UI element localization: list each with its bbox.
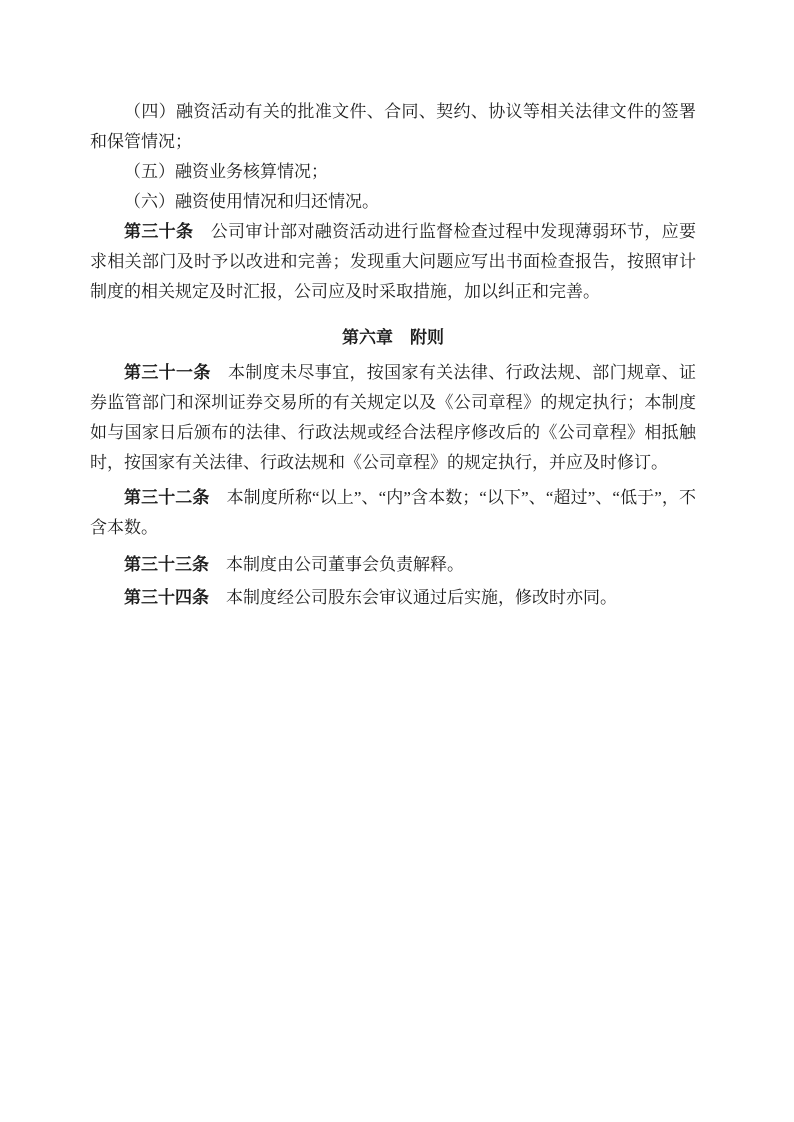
clause-item-5	[90, 157, 696, 187]
clause-item-4	[90, 97, 696, 157]
article-31	[90, 358, 696, 478]
clause-6-text: （六）融资使用情况和归还情况。	[124, 192, 379, 211]
article-32	[90, 483, 696, 543]
article-34	[90, 583, 696, 613]
article-31-text: 本制度未尽事宜，按国家有关法律、行政法规、部门规章、证券监管部门和深圳证券交易所的有关规定以及《公司章程》的规定执行；本制度如与国家日后颁布的法律、行政法规或经合法程序修改后的《公司章程》相抵触时，按国家有关法律、行政法规和《公司章程》的规定执行，并应及时修订。	[90, 363, 696, 472]
article-32-number: 第三十二条	[124, 488, 210, 507]
article-30	[90, 217, 696, 307]
clause-item-6	[90, 187, 696, 217]
article-34-number: 第三十四条	[124, 588, 209, 607]
clause-5-text: （五）融资业务核算情况；	[124, 162, 328, 181]
article-34-text: 本制度经公司股东会审议通过后实施，修改时亦同。	[209, 588, 617, 607]
document-content	[90, 97, 696, 613]
article-32-text: 本制度所称“以上”、“内”含本数；“以下”、“超过”、“低于”，不含本数。	[90, 488, 697, 537]
article-33-number: 第三十三条	[124, 555, 209, 574]
article-33	[90, 550, 696, 580]
article-30-text: 公司审计部对融资活动进行监督检查过程中发现薄弱环节，应要求相关部门及时予以改进和完善；发现重大问题应写出书面检查报告，按照审计制度的相关规定及时汇报，公司应及时采取措施，加以纠正和完善。	[90, 222, 696, 301]
article-30-number: 第三十条	[124, 222, 194, 241]
chapter-6-heading: 第六章 附则	[342, 328, 444, 347]
article-31-number: 第三十一条	[124, 363, 211, 382]
clause-4-text: （四）融资活动有关的批准文件、合同、契约、协议等相关法律文件的签署和保管情况；	[90, 102, 696, 151]
article-33-text: 本制度由公司董事会负责解释。	[209, 555, 464, 574]
